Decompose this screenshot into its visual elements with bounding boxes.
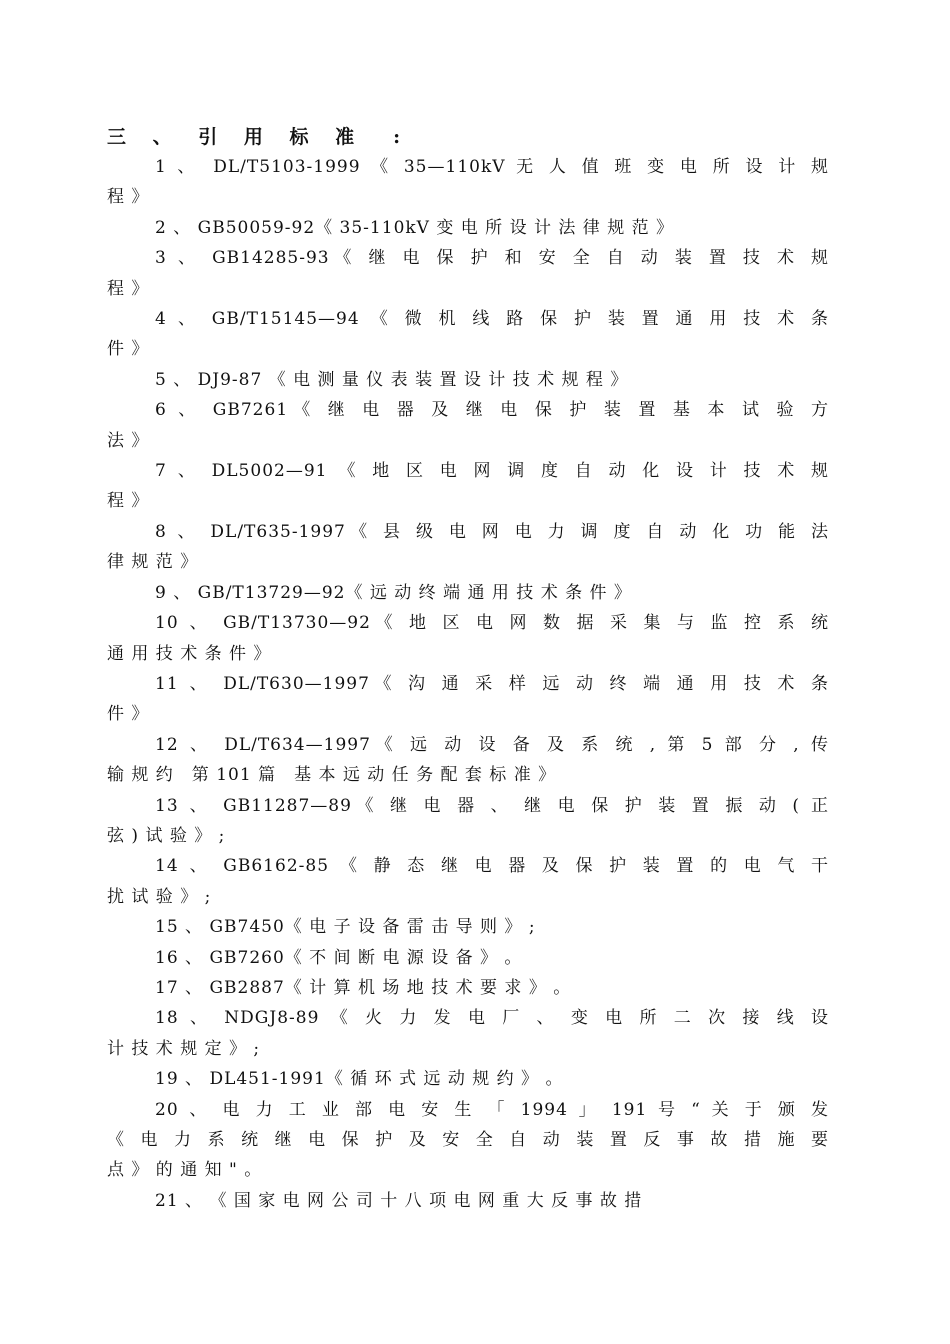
reference-item	[107, 973, 829, 1003]
reference-item	[107, 1064, 829, 1094]
reference-item	[107, 1003, 829, 1064]
reference-line: 12 、 DL/T634—1997《 远 动 设 备 及 系 统 , 第 5 部 分 , 传	[155, 734, 829, 755]
reference-line: 弦 ) 试 验 》 ;	[107, 825, 226, 846]
reference-list	[107, 152, 829, 1216]
reference-line: 律 规 范 》	[107, 552, 199, 573]
reference-item	[107, 365, 829, 395]
section-heading: 三 、 引 用 标 准 :	[107, 126, 411, 148]
reference-line: 1 、 DL/T5103-1999 《 35—110kV 无 人 值 班 变 电 所 设 计 规	[155, 157, 829, 177]
reference-line: 点 》 的 通 知 " 。	[107, 1160, 263, 1181]
reference-line: 17 、 GB2887《 计 算 机 场 地 技 术 要 求 》 。	[155, 977, 572, 998]
reference-line: 14 、 GB6162-85 《 静 态 继 电 器 及 保 护 装 置 的 电 气 干	[155, 856, 829, 877]
reference-item	[107, 304, 829, 365]
reference-line: 7 、 DL5002—91 《 地 区 电 网 调 度 自 动 化 设 计 技 术 规	[155, 461, 829, 482]
reference-line: 2 、 GB50059-92《 35-110kV 变 电 所 设 计 法 律 规 范 》	[155, 217, 674, 238]
reference-item	[107, 152, 829, 213]
reference-line: 13 、 GB11287—89《 继 电 器 、 继 电 保 护 装 置 振 动 ( 正	[155, 795, 829, 816]
reference-item	[107, 851, 829, 912]
reference-line: 8 、 DL/T635-1997《 县 级 电 网 电 力 调 度 自 动 化 功 能 法	[155, 521, 829, 542]
reference-line: 计 技 术 规 定 》 ;	[107, 1038, 261, 1059]
reference-line: 程 》	[107, 187, 150, 208]
reference-item	[107, 456, 829, 517]
reference-item	[107, 213, 829, 243]
reference-line: 通 用 技 术 条 件 》	[107, 643, 272, 664]
reference-item	[107, 912, 829, 942]
reference-item	[107, 669, 829, 730]
reference-line: 《 电 力 系 统 继 电 保 护 及 安 全 自 动 装 置 反 事 故 措 施 要	[107, 1130, 829, 1150]
reference-line: 3 、 GB14285-93《 继 电 保 护 和 安 全 自 动 装 置 技 术 规	[155, 248, 829, 269]
reference-line: 4 、 GB/T15145—94 《 微 机 线 路 保 护 装 置 通 用 技 术 条	[155, 309, 829, 330]
reference-item	[107, 1186, 829, 1216]
reference-line: 6 、 GB7261《 继 电 器 及 继 电 保 护 装 置 基 本 试 验 方	[155, 400, 829, 421]
reference-item	[107, 517, 829, 578]
reference-line: 19 、 DL451-1991《 循 环 式 远 动 规 约 》 。	[155, 1069, 564, 1090]
reference-line: 程 》	[107, 491, 150, 512]
reference-item	[107, 608, 829, 669]
reference-line: 程 》	[107, 278, 150, 299]
reference-line: 扰 试 验 》 ;	[107, 886, 212, 907]
document-page	[107, 122, 829, 1216]
reference-item	[107, 243, 829, 304]
reference-line: 15 、 GB7450《 电 子 设 备 雷 击 导 则 》 ;	[155, 917, 536, 938]
reference-item	[107, 578, 829, 608]
reference-line: 法 》	[107, 430, 150, 451]
reference-line: 21 、 《 国 家 电 网 公 司 十 八 项 电 网 重 大 反 事 故 措	[155, 1190, 643, 1211]
reference-line: 9 、 GB/T13729—92《 远 动 终 端 通 用 技 术 条 件 》	[155, 582, 632, 603]
reference-item	[107, 791, 829, 852]
reference-item	[107, 943, 829, 973]
reference-line: 18 、 NDGJ8-89 《 火 力 发 电 厂 、 变 电 所 二 次 接 线 设	[155, 1008, 829, 1029]
reference-line: 20 、 电 力 工 业 部 电 安 生 「 1994 」 191 号 “ 关 于 颁 发	[155, 1099, 829, 1120]
reference-item	[107, 1095, 829, 1186]
reference-line: 16 、 GB7260《 不 间 断 电 源 设 备 》 。	[155, 947, 523, 968]
reference-item	[107, 730, 829, 791]
reference-line: 件 》	[107, 339, 150, 360]
reference-line: 件 》	[107, 704, 150, 725]
reference-line: 10 、 GB/T13730—92《 地 区 电 网 数 据 采 集 与 监 控 系 统	[155, 613, 829, 634]
reference-item	[107, 395, 829, 456]
reference-line: 5 、 DJ9-87 《 电 测 量 仪 表 装 置 设 计 技 术 规 程 》	[155, 369, 629, 390]
reference-line: 输 规 约 第 101 篇 基 本 远 动 任 务 配 套 标 准 》	[107, 765, 557, 786]
reference-line: 11 、 DL/T630—1997《 沟 通 采 样 远 动 终 端 通 用 技 术 条	[155, 673, 829, 694]
